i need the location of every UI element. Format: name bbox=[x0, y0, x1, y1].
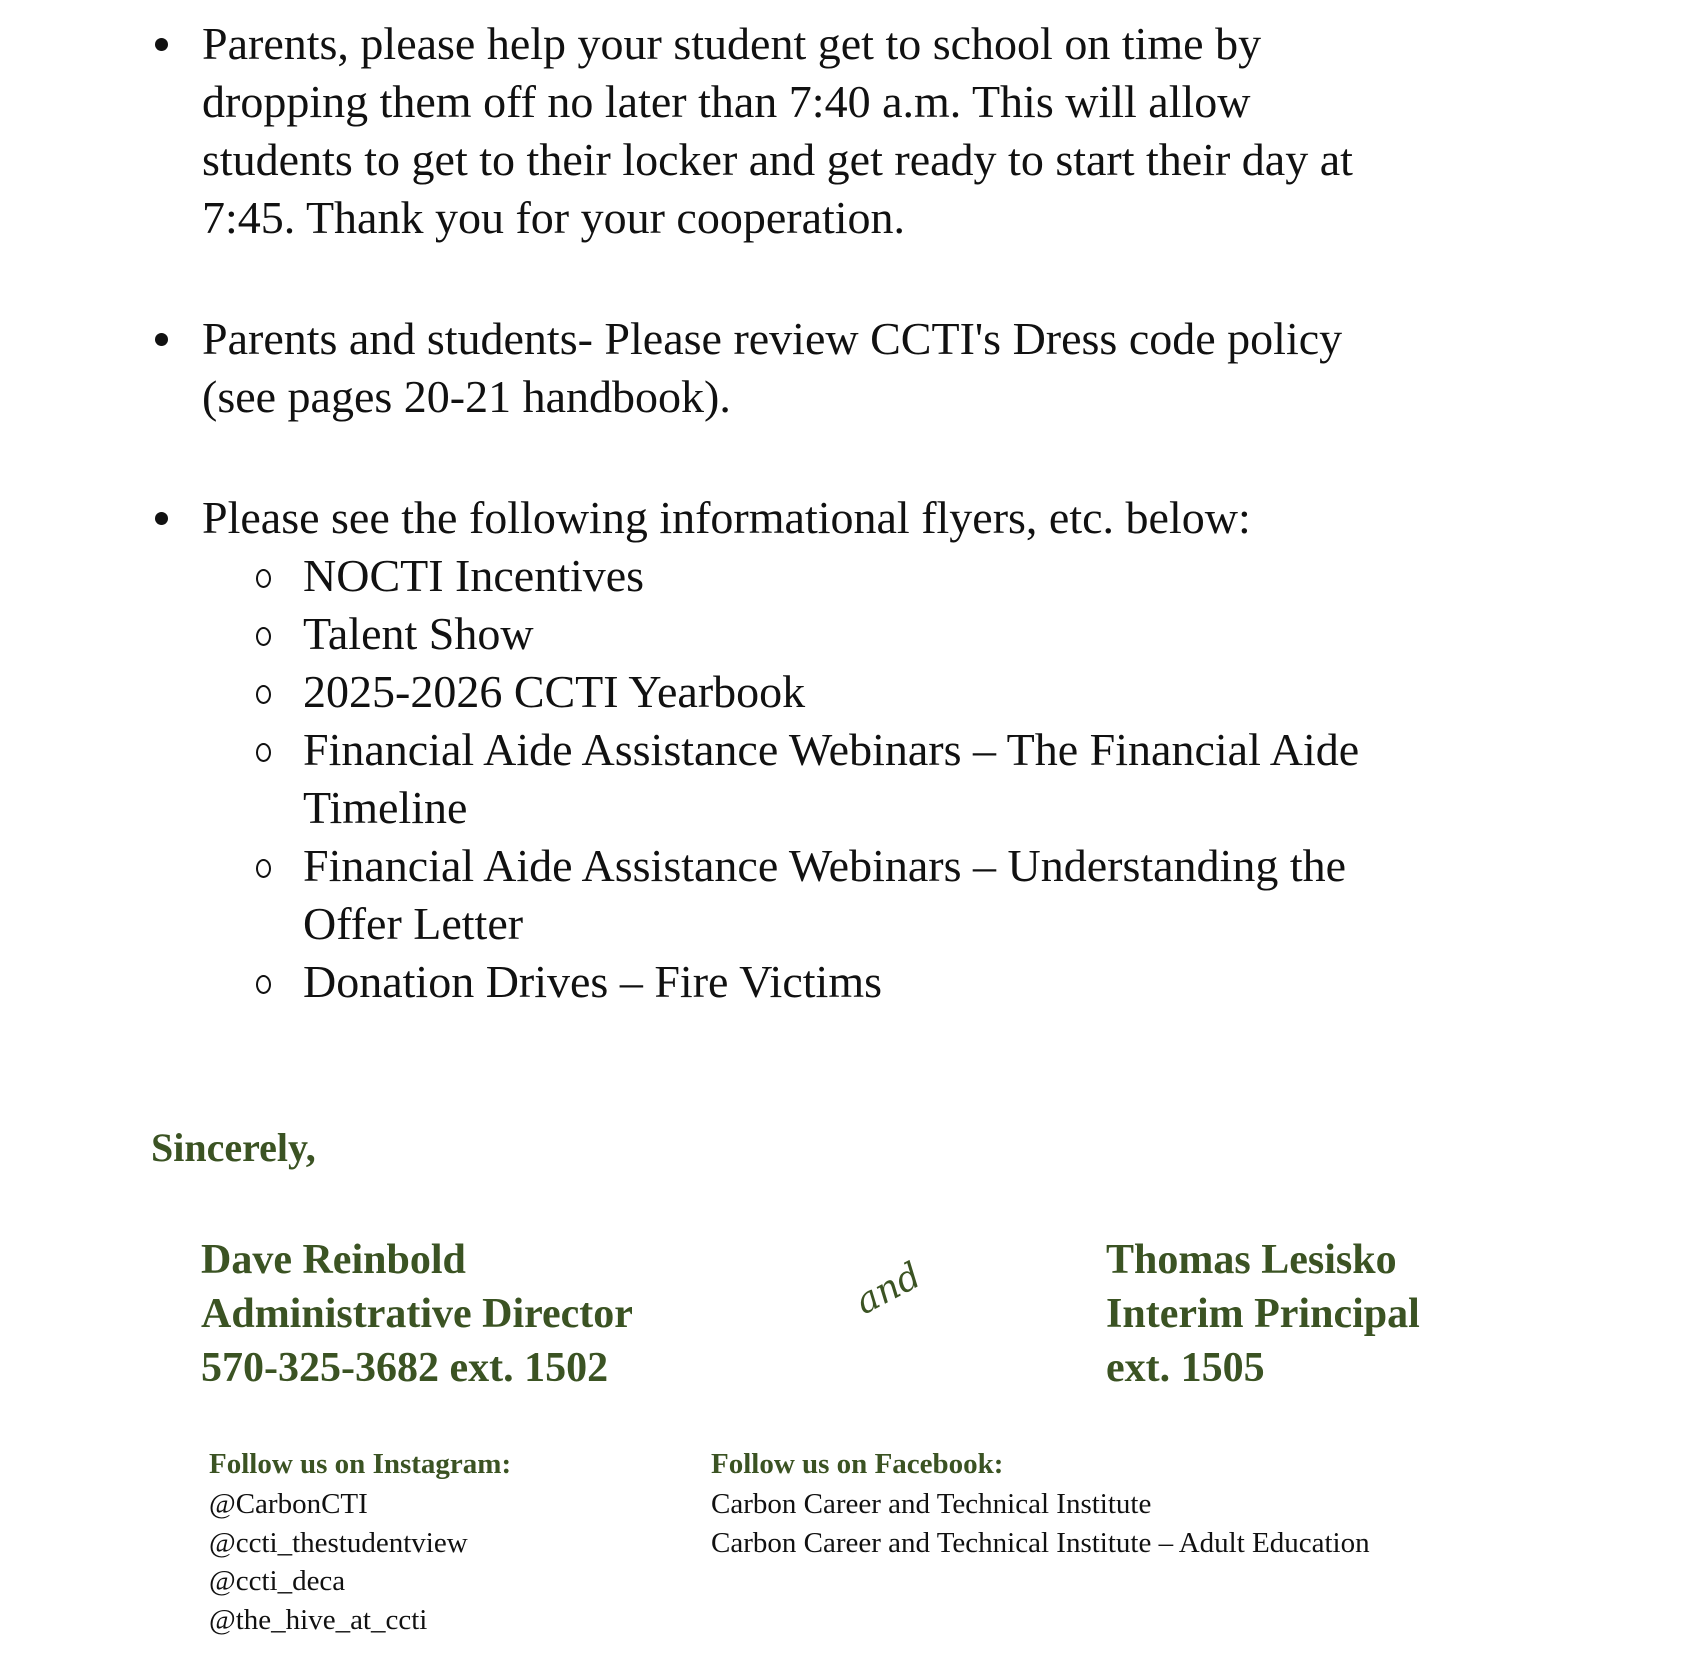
instagram-handle[interactable]: @CarbonCTI bbox=[209, 1488, 368, 1520]
flyer-item-line: Offer Letter bbox=[303, 898, 524, 949]
notice-line: Please see the following informational flyers, etc. below: bbox=[202, 492, 1251, 543]
facebook-page[interactable]: Carbon Career and Technical Institute – Adult Education bbox=[711, 1526, 1370, 1559]
circle-bullet-icon bbox=[256, 975, 271, 994]
instagram-section bbox=[209, 1448, 511, 1639]
signatory-phone: ext. 1505 bbox=[1106, 1345, 1265, 1391]
signatory-name: Dave Reinbold bbox=[201, 1237, 466, 1283]
bullet-icon bbox=[155, 333, 168, 346]
flyer-item-line: Financial Aide Assistance Webinars – The Financial Aide bbox=[303, 724, 1360, 775]
instagram-handle[interactable]: @ccti_thestudentview bbox=[209, 1526, 468, 1559]
instagram-handle[interactable]: @the_hive_at_ccti bbox=[209, 1603, 428, 1636]
flyer-item: 2025-2026 CCTI Yearbook bbox=[303, 666, 806, 717]
instagram-handle[interactable]: @ccti_deca bbox=[209, 1565, 346, 1597]
notice-line: students to get to their locker and get ready to start their day at bbox=[202, 134, 1353, 185]
connector-and: and bbox=[848, 1255, 928, 1323]
facebook-heading: Follow us on Facebook: bbox=[711, 1448, 1004, 1480]
facebook-section bbox=[711, 1448, 1370, 1562]
circle-bullet-icon bbox=[256, 627, 271, 646]
bullet-icon bbox=[155, 38, 168, 51]
notice-line: 7:45. Thank you for your cooperation. bbox=[202, 192, 906, 243]
circle-bullet-icon bbox=[256, 859, 271, 878]
closing: Sincerely, bbox=[151, 1125, 316, 1170]
notice-line: Parents, please help your student get to school on time by bbox=[202, 18, 1262, 69]
instagram-heading: Follow us on Instagram: bbox=[209, 1448, 512, 1480]
flyer-item: NOCTI Incentives bbox=[303, 550, 645, 601]
signatory-principal bbox=[1106, 1233, 1420, 1395]
signatory-title: Administrative Director bbox=[201, 1291, 633, 1337]
flyer-item bbox=[303, 837, 1346, 953]
signatory-phone: 570-325-3682 ext. 1502 bbox=[201, 1345, 609, 1391]
facebook-page[interactable]: Carbon Career and Technical Institute bbox=[711, 1488, 1152, 1520]
flyer-item: Donation Drives – Fire Victims bbox=[303, 956, 882, 1007]
flyer-item-line: Timeline bbox=[303, 782, 468, 833]
bullet-icon bbox=[155, 512, 168, 525]
notice-line: dropping them off no later than 7:40 a.m. This will allow bbox=[202, 76, 1251, 127]
flyer-item-line: Financial Aide Assistance Webinars – Understanding the bbox=[303, 840, 1347, 891]
circle-bullet-icon bbox=[256, 569, 271, 588]
circle-bullet-icon bbox=[256, 685, 271, 704]
circle-bullet-icon bbox=[256, 743, 271, 762]
signatory-director bbox=[201, 1233, 633, 1395]
notice-line: (see pages 20-21 handbook). bbox=[202, 371, 731, 422]
notice-line: Parents and students- Please review CCTI's Dress code policy bbox=[202, 313, 1343, 364]
flyer-item: Talent Show bbox=[303, 608, 534, 659]
flyer-item bbox=[303, 721, 1359, 837]
signatory-name: Thomas Lesisko bbox=[1106, 1237, 1397, 1283]
signatory-title: Interim Principal bbox=[1106, 1291, 1420, 1337]
